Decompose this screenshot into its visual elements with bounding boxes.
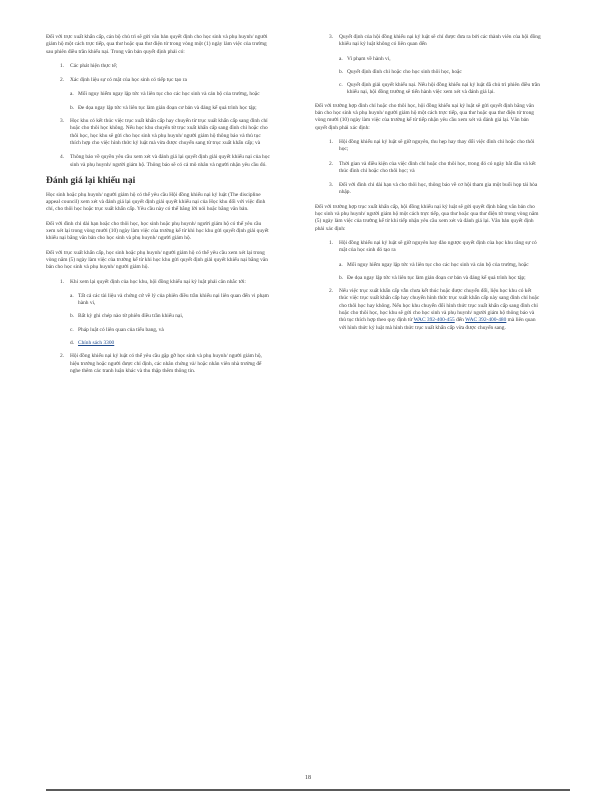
list-marker: 1. [329, 138, 334, 145]
body-paragraph: Đối với trục xuất khẩn cấp, học sinh hoặc phụ huynh/ người giám hộ có thể yêu cầu xem xét lại trong vòng năm (5) ngày làm việc của trường kể từ khi học khu gửi quyết định giải quyết khiếu nại bằng văn bản cho học sinh và phụ huynh/ người giám hộ. [46, 249, 268, 271]
list-item [46, 77, 271, 84]
list-item-text: Bất kỳ ghi chép nào từ phiên điều trần khiếu nại, [78, 313, 184, 320]
intro-paragraph: Đối với trực xuất khẩn cấp, cán bộ chủ trì sẽ gửi văn bản quyết định cho học sinh và phụ huynh/ người giám hộ một cách trực tiếp, qua thư hoặc qua thư điện tử trong vòng một (1) ngày làm việc của trường sau phiên điều trần khiếu nại. Trong văn bản quyết định phải có: [46, 34, 268, 55]
list-marker: 2. [60, 353, 65, 360]
sub-list-item [315, 82, 541, 97]
list-marker: 3. [329, 34, 334, 40]
list-marker: a. [339, 261, 343, 268]
list-marker: c. [70, 326, 74, 333]
list-marker: 1. [329, 239, 334, 246]
sub-list-item [46, 340, 271, 347]
list-marker: 4. [60, 154, 65, 161]
list-marker: b. [70, 104, 75, 111]
list-item-text: Quyết định đình chỉ hoặc cho học sinh thôi học, hoặc [347, 68, 462, 75]
list-item-text: Hội đồng khiếu nại kỷ luật sẽ giữ nguyên hay đảo ngược quyết định của học khu rằng sự có mặt của học sinh đó tạo ra [339, 239, 537, 254]
list-item-text: Nếu việc trục xuất khẩn cấp vẫn chưa kết thúc hoặc được chuyển đổi, liệu học khu có kết thúc việc trục xuất khẩn cấp hay chuyển hình thức trục xuất khẩn cấp này sang đình chỉ hoặc cho thôi học hay không. Nếu học khu chuyển đổi hình thức trục xuất khẩn cấp sang đình chỉ hoặc cho thôi học, học khu sẽ gửi cho học sinh và phụ huynh/ người giám hộ thông báo và thủ tục thích hợp theo quy định từ [339, 288, 540, 324]
list-marker: 3. [60, 118, 65, 125]
list-item-text: Đối với đình chỉ dài hạn và cho thôi học, thông báo về cơ hội tham gia một buổi họp tái hòa nhập. [339, 182, 538, 196]
list-item-text: Vi phạm về hành vi, [347, 55, 391, 62]
list-marker: b. [339, 274, 344, 281]
list-item [315, 240, 541, 255]
list-item-text: Khi xem lại quyết định của học khu, hội đồng khiếu nại kỷ luật phải cân nhắc tới: [70, 278, 246, 285]
list-item-text: Thông báo về quyền yêu cầu xem xét và đánh giá lại quyết định giải quyết khiếu nại của học sinh và phụ huynh/ người giám hộ. Thông báo sẽ có cả mô nhân và người nhận yêu cầu đó. [70, 154, 270, 168]
list-item-text: Quyết định giải quyết khiếu nại. Nếu hội đồng khiếu nại kỷ luật đã chủ trì phiên điều trần khiếu nại, hội đồng trường sẽ tiến hành việc xem xét và đánh giá lại. [347, 82, 540, 96]
sub-list-item [46, 327, 271, 334]
list-marker: 2. [329, 288, 334, 295]
sub-list-item [46, 105, 271, 112]
list-marker: d. [70, 340, 75, 347]
list-marker: c. [339, 82, 343, 89]
list-item [315, 182, 541, 197]
list-marker: a. [70, 292, 74, 299]
sub-list-item [46, 91, 271, 98]
list-marker: 2. [60, 77, 65, 84]
list-marker: b. [339, 68, 344, 75]
section-heading: Đánh giá lại khiếu nại [46, 175, 136, 186]
list-item-text: Mối nguy hiểm ngay lập tức và liên tục cho các học sinh và cán bộ của trường, hoặc [347, 261, 529, 268]
list-item [46, 154, 271, 169]
list-item-text: mà liên quan với hình thức kỷ luật mà hình thức trục xuất khẩn cấp vừa được chuyển sang. [339, 317, 536, 331]
sub-list-item [315, 56, 541, 63]
list-item-text: Học khu có kết thúc việc trục xuất khẩn cấp hay chuyển từ trục xuất khẩn cấp sang đình chỉ hoặc cho thôi học không. Nếu học khu chuyển từ trục xuất khẩn cấp sang đình chỉ hoặc cho thôi học, học khu sẽ gửi cho học sinh và phụ huynh/ người giám hộ thông báo và thủ tục thích hợp cho việc hình thức kỷ luật mà vừa được chuyển sang từ trục xuất khẩn cấp; và [70, 118, 268, 146]
list-item-text: Các phát hiện thực tế; [70, 62, 118, 69]
sub-list-item [46, 293, 271, 308]
body-paragraph: Đối với đình chỉ dài hạn hoặc cho thôi học, học sinh hoặc phụ huynh/ người giám hộ có thể yêu cầu xem xét lại trong vòng mười (10) ngày làm việc của trường kể từ khi học khu gửi quyết định giải quyết khiếu nại bằng văn bản cho học sinh và phụ huynh/ người giám hộ. [46, 220, 269, 242]
list-item-text: Mối nguy hiểm ngay lập tức và liên tục cho các học sinh và cán bộ của trường, hoặc [78, 91, 260, 98]
list-item-text: Hội đồng khiếu nại kỷ luật có thể yêu cầu gặp gỡ học sinh và phụ huynh/ người giám hộ, hiệu trưởng hoặc người được chỉ định, các nhân chứng và/ hoặc nhân viên nhà trường để nghe thêm các tranh luận khác và thu thập thêm thông tin. [70, 353, 262, 374]
list-item-text: Xác định liệu sự có mặt của học sinh có tiếp tục tạo ra [70, 77, 187, 84]
list-item-text: Tất cả các tài liệu và chứng cứ về lý của phiên điều trần khiếu nại liên quan đến vi phạm hành vi, [78, 292, 269, 307]
list-item [46, 353, 271, 375]
list-marker: 1. [60, 62, 65, 69]
page-number: 18 [305, 775, 311, 781]
list-marker: 1. [60, 278, 65, 285]
list-item [315, 288, 541, 332]
wac-link[interactable]: WAC 392-400-455 [413, 317, 455, 324]
list-item-text: Pháp luật có liên quan của tiểu bang, và [78, 326, 164, 333]
sub-list-item [46, 313, 271, 320]
list-item [46, 63, 271, 70]
list-item-text: Thời gian và điều kiện của việc đình chỉ hoặc cho thôi học, trong đó có ngày bắt đầu và kết thúc đình chỉ hoặc cho thôi học; và [339, 160, 536, 174]
list-marker: a. [339, 55, 343, 62]
list-item-text: Hội đồng khiếu nại kỷ luật sẽ giữ nguyên, thu hẹp hay thay đổi việc đình chỉ hoặc cho thôi học; [339, 138, 535, 153]
policy-link[interactable]: Chính sách 3300 [78, 340, 115, 347]
body-paragraph: Đối với trường hợp đình chỉ hoặc cho thôi học, hội đồng khiếu nại kỷ luật sẽ gửi quyết định bằng văn bản cho học sinh và phụ huynh/ người giám hộ một cách trực tiếp, qua thư hoặc qua thư điện tử trong vòng mười (10) ngày làm việc của trường kể từ tiếp nhận yêu cầu xem xét và đánh giá lại. Văn bản quyết định phải xác định: [315, 102, 534, 131]
list-item-text: đến [454, 317, 466, 324]
list-item-text: Đe dọa ngay lập tức và liên tục làm gián đoạn cơ bản và đáng kể quá trình học tập; [347, 274, 526, 281]
sub-list-item [315, 275, 541, 282]
list-marker: b. [70, 313, 75, 320]
left-column [46, 34, 271, 382]
list-marker: a. [70, 91, 74, 98]
list-item [46, 279, 271, 286]
wac-link[interactable]: WAC 392-400-480 [465, 317, 507, 324]
list-item [315, 34, 541, 49]
list-marker: 3. [329, 182, 334, 189]
list-item [315, 161, 541, 176]
body-paragraph: Đối với trường hợp trục xuất khẩn cấp, hội đồng khiếu nại kỷ luật sẽ gửi quyết định bằng văn bản cho học sinh và phụ huynh/ người giám hộ một cách trực tiếp, qua thư hoặc qua thư điện tử trong vòng năm (5) ngày làm việc của trường kể từ khi tiếp nhận yêu cầu xem xét và đánh giá lại. Văn bản quyết định phải xác định: [315, 203, 539, 232]
list-item [315, 139, 541, 154]
sub-list-item [315, 69, 541, 76]
sub-list-item [315, 262, 541, 269]
footer-rule [46, 789, 570, 791]
list-item-text: Quyết định của hội đồng khiếu nại kỷ luật sẽ chỉ được đưa ra bởi các thành viên của hội đồng khiếu nại kỷ luật không có liên quan đến [339, 34, 541, 48]
right-column [315, 34, 541, 339]
list-marker: 2. [329, 160, 334, 167]
body-paragraph: Học sinh hoặc phụ huynh/ người giám hộ có thể yêu cầu Hội đồng khiếu nại kỷ luật (The discipline appeal council) xem xét và đánh giá lại quyết định giải quyết khiếu nại của Học khu đối với việc đình chỉ, cho thôi học hoặc trục xuất khẩn cấp. Yêu cầu này có thể bằng lời nói hoặc bằng văn bản. [46, 191, 266, 213]
list-item [46, 118, 271, 147]
list-item-text: Đe dọa ngay lập tức và liên tục làm gián đoạn cơ bản và đáng kể quá trình học tập; [78, 104, 257, 111]
